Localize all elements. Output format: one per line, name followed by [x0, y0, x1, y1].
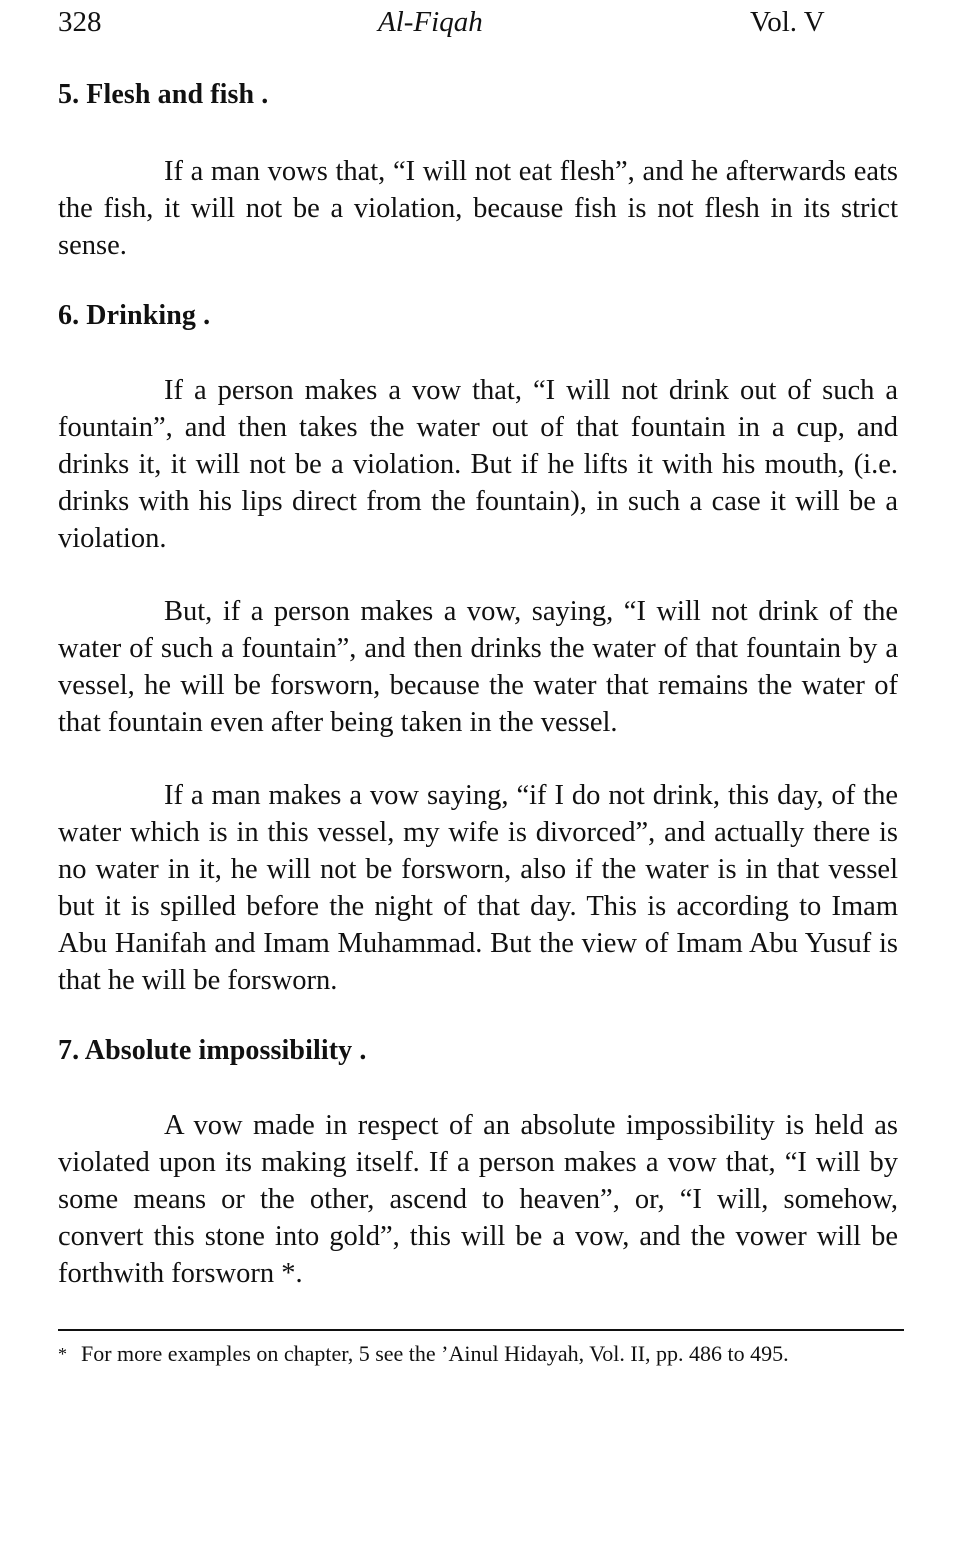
paragraph: But, if a person makes a vow, saying, “I will not drink of the water of such a fountain”, and then drinks the water of that fountain by a vessel, he will be forsworn, because the water that remains the water of that fountain even after being taken in the vessel. — [58, 596, 898, 738]
paragraph: If a person makes a vow that, “I will not drink out of such a fountain”, and then takes the water out of that fountain in a cup, and drinks it, it will not be a violation. But if he lifts it with his mouth, (i.e. drinks with his lips direct from the fountain), in such a case it will be a violation. — [58, 375, 898, 554]
page-header — [58, 0, 898, 48]
footnote-divider — [58, 1329, 904, 1331]
footnote-text: For more examples on chapter, 5 see the ’Ainul Hidayah, Vol. II, pp. 486 to 495. — [81, 1341, 789, 1366]
footnote-marker: * — [58, 1344, 67, 1364]
paragraph: A vow made in respect of an absolute impossibility is held as violated upon its making itself. If a person makes a vow that, “I will by some means or the other, ascend to heaven”, or, “I will, somehow, convert this stone into gold”, this will be a vow, and the vower will be forthwith forsworn *. — [58, 1110, 898, 1289]
section-heading-6: 6. Drinking . — [58, 300, 211, 331]
section-heading-5: 5. Flesh and fish . — [58, 79, 269, 110]
footnote — [58, 1338, 898, 1370]
page-number: 328 — [58, 6, 102, 38]
book-title: Al-Fiqah — [378, 6, 483, 38]
volume-label: Vol. V — [750, 6, 825, 38]
paragraph: If a man makes a vow saying, “if I do not drink, this day, of the water which is in this vessel, my wife is divorced”, and actually there is no water in it, he will not be forsworn, also if the water is in that vessel but it is spilled before the night of that day. This is according to Imam Abu Hanifah and Imam Muhammad. But the view of Imam Abu Yusuf is that he will be forsworn. — [58, 780, 898, 996]
paragraph: If a man vows that, “I will not eat flesh”, and he afterwards eats the fish, it will not be a violation, because fish is not flesh in its strict sense. — [58, 156, 898, 261]
section-heading-7: 7. Absolute impossibility . — [58, 1035, 367, 1066]
page-body — [58, 0, 898, 1292]
